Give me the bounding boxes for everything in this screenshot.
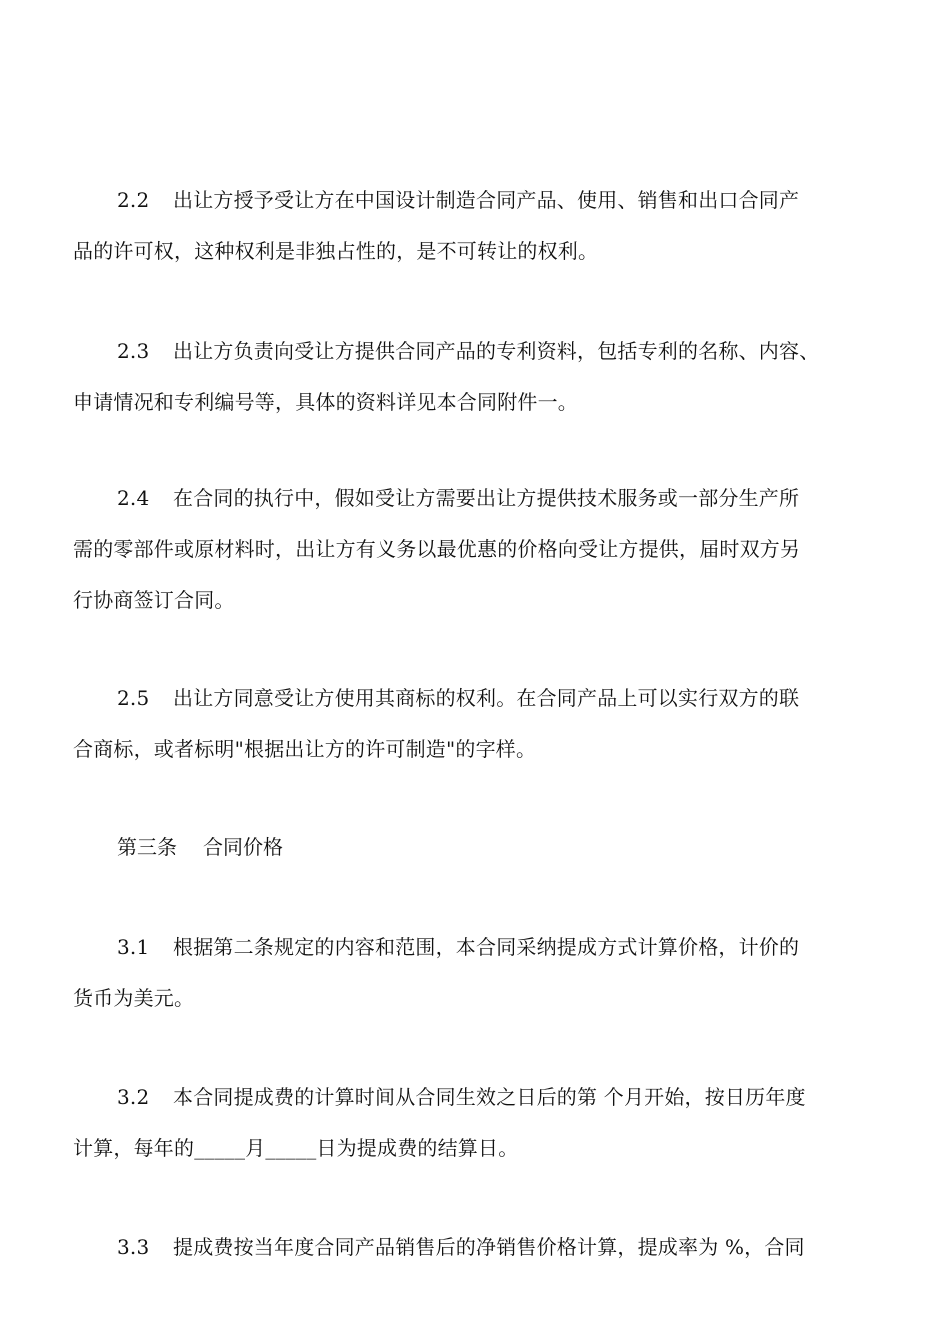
- clause-text-line: 在合同的执行中，假如受让方需要出让方提供技术服务或一部分生产所: [173, 486, 800, 510]
- clause-text-line: 本合同提成费的计算时间从合同生效之日后的第 个月开始，按日历年度: [173, 1085, 806, 1109]
- clause-3-3: [73, 1222, 888, 1273]
- clause-number: 3.2: [117, 1085, 150, 1109]
- clause-text-line: 需的零部件或原材料时，出让方有义务以最优惠的价格向受让方提供，届时双方另: [73, 537, 801, 561]
- clause-text-line: 出让方授予受让方在中国设计制造合同产品、使用、销售和出口合同产: [173, 188, 800, 212]
- clause-text-line: 出让方负责向受让方提供合同产品的专利资料，包括专利的名称、内容、: [173, 339, 820, 363]
- clause-text-line: 计算，每年的_____月_____日为提成费的结算日。: [73, 1136, 519, 1160]
- clause-text-line: 申请情况和专利编号等，具体的资料详见本合同附件一。: [73, 390, 578, 414]
- clause-number: 3.3: [117, 1235, 150, 1259]
- article-title: 合同价格: [203, 835, 283, 859]
- clause-number: 2.3: [117, 339, 150, 363]
- clause-number: 2.2: [117, 188, 150, 212]
- clause-text-line: 合商标，或者标明"根据出让方的许可制造"的字样。: [73, 737, 537, 761]
- article-number: 第三条: [117, 835, 177, 859]
- clause-number: 2.4: [117, 486, 150, 510]
- clause-text-line: 出让方同意受让方使用其商标的权利。在合同产品上可以实行双方的联: [173, 686, 800, 710]
- clause-text-line: 根据第二条规定的内容和范围，本合同采纳提成方式计算价格，计价的: [173, 935, 800, 959]
- clause-number: 3.1: [117, 935, 150, 959]
- clause-text-line: 货币为美元。: [73, 986, 195, 1010]
- clause-2-2: [73, 175, 888, 277]
- clause-text-line: 品的许可权，这种权利是非独占性的，是不可转让的权利。: [73, 239, 599, 263]
- clause-2-4: [73, 473, 888, 626]
- clause-3-2: [73, 1072, 888, 1174]
- clause-text-line: 行协商签订合同。: [73, 588, 235, 612]
- clause-3-1: [73, 922, 888, 1024]
- section-heading: [117, 822, 283, 873]
- clause-2-3: [73, 326, 888, 428]
- clause-2-5: [73, 673, 888, 775]
- clause-number: 2.5: [117, 686, 150, 710]
- clause-text-line: 提成费按当年度合同产品销售后的净销售价格计算，提成率为 %，合同: [173, 1235, 805, 1259]
